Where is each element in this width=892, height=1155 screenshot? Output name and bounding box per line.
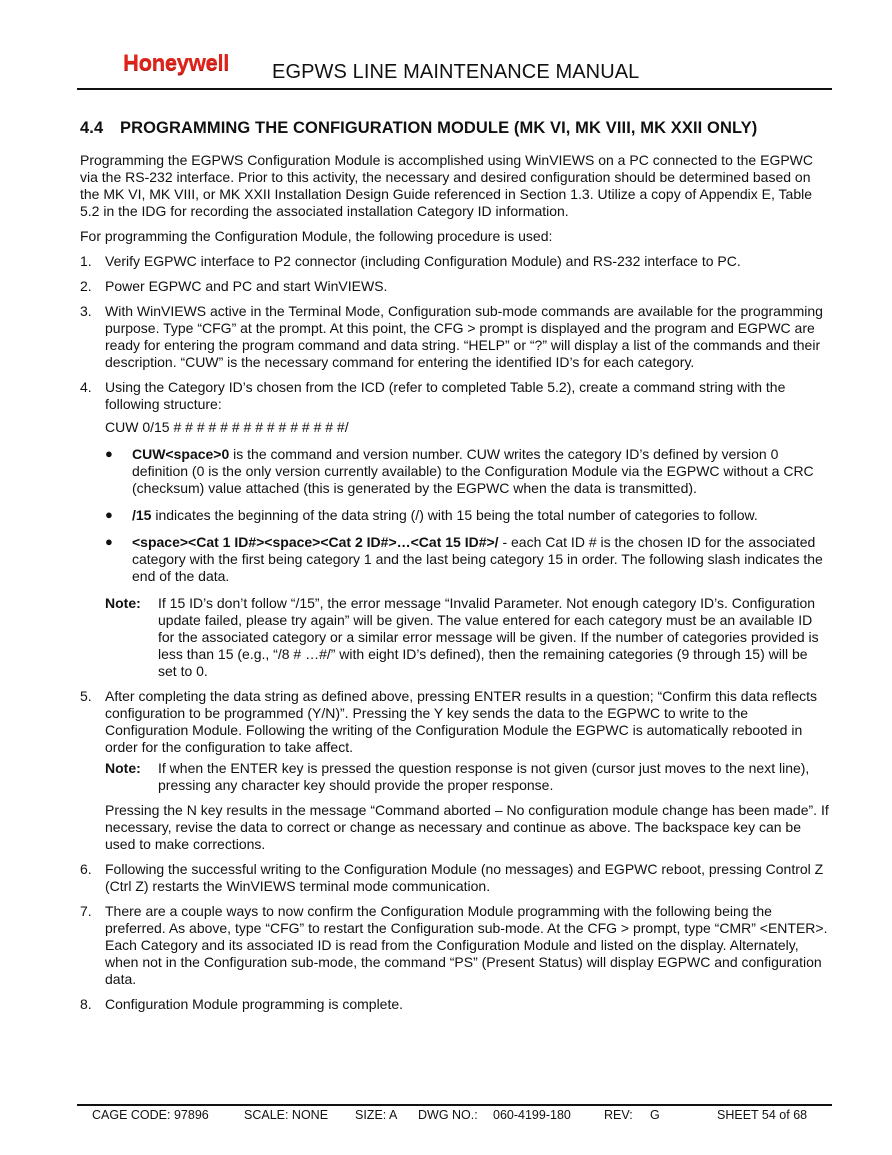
step-text: With WinVIEWS active in the Terminal Mode, Configuration sub-mode commands are available for the programming purpose. Type “CFG” at the prompt. At this point, the CFG > prompt is displayed and the program and EGPWC are ready for entering the program command and data string. “HELP” or “?” will display a list of the commands and their description. “CUW” is the necessary command for entering the identified ID’s for each category. [105, 303, 823, 370]
step-text: Power EGPWC and PC and start WinVIEWS. [105, 278, 388, 294]
bullet-item [105, 446, 830, 497]
step-number: 6. [80, 861, 92, 877]
step-text: After completing the data string as defined above, pressing ENTER results in a question; “Confirm this data reflects configuration to be programmed (Y/N)”. Pressing the Y key sends the data to the EGPWC to write to the Configuration Module. Following the writing of the Configuration Module the EGPWC is automatically rebooted in order for the configuration to take affect. [105, 688, 818, 755]
bullet-term: <space><Cat 1 ID#><space><Cat 2 ID#>…<Cat 15 ID#>/ [132, 534, 499, 550]
step-number: 5. [80, 688, 92, 704]
bullet-text: is the command and version number. CUW writes the category ID’s defined by version 0 definition (0 is the only version currently available) to the Configuration Module via the EGPWC without a CRC (checksum) value attached (this is generated by the EGPWC when the data is transmitted). [132, 446, 814, 496]
step-6 [80, 861, 830, 895]
section-number: 4.4 [80, 119, 104, 137]
note-block [105, 760, 830, 794]
header-divider [77, 88, 832, 90]
step-number: 3. [80, 303, 92, 319]
step-extra-paragraph: Pressing the N key results in the message “Command aborted – No configuration module change has been made”. If necessary, revise the data to correct or change as necessary and continue as above. The backspace key can be used to make corrections. [105, 802, 829, 852]
step-1 [80, 253, 830, 270]
footer-divider [77, 1104, 832, 1106]
honeywell-logo: Honeywell [123, 50, 230, 75]
drawing-number: 060-4199-180 [493, 1108, 571, 1122]
revision-label: REV: [604, 1108, 633, 1122]
command-breakdown-list [105, 446, 830, 585]
step-number: 2. [80, 278, 92, 294]
manual-title: EGPWS LINE MAINTENANCE MANUAL [272, 61, 640, 83]
note-label: Note: [105, 760, 141, 776]
bullet-icon: ● [105, 507, 113, 522]
procedure-lead-in: For programming the Configuration Module, the following procedure is used: [80, 228, 553, 244]
page-header [0, 0, 892, 92]
section-title: PROGRAMMING THE CONFIGURATION MODULE (MK VI, MK VIII, MK XXII ONLY) [120, 119, 758, 137]
step-number: 8. [80, 996, 92, 1012]
step-5 [80, 688, 830, 853]
intro-paragraph: Programming the EGPWS Configuration Module is accomplished using WinVIEWS on a PC connected to the EGPWC via the RS-232 interface. Prior to this activity, the necessary and desired configuration should be determined based on the MK VI, MK VIII, or MK XXII Installation Design Guide referenced in Section 1.3. Utilize a copy of Appendix E, Table 5.2 in the IDG for recording the associated installation Category ID information. [80, 152, 813, 219]
step-text: Verify EGPWC interface to P2 connector (including Configuration Module) and RS-232 interface to PC. [105, 253, 741, 269]
step-number: 7. [80, 903, 92, 919]
bullet-text: - each Cat ID # is the chosen ID for the associated category with the first being category 1 and the last being category 15 in order. The following slash indicates the end of the data. [132, 534, 823, 584]
note-text: If when the ENTER key is pressed the question response is not given (cursor just moves to the next line), pressing any character key should provide the proper response. [158, 760, 810, 793]
step-text: Using the Category ID’s chosen from the ICD (refer to completed Table 5.2), create a command string with the following structure: [105, 379, 786, 412]
bullet-icon: ● [105, 534, 113, 549]
cage-code: CAGE CODE: 97896 [92, 1108, 209, 1122]
bullet-term: /15 [132, 507, 152, 523]
step-text: There are a couple ways to now confirm the Configuration Module programming with the following being the preferred. As above, type “CFG” to restart the Configuration sub-mode. At the CFG > prompt, type “CMR” <ENTER>. Each Category and its associated ID is read from the Configuration Module and listed on the display. Alternately, when not in the Configuration sub-mode, the command “PS” (Present Status) will display EGPWC and configuration data. [105, 903, 828, 987]
bullet-item [105, 507, 830, 524]
size: SIZE: A [355, 1108, 398, 1122]
sheet-number: SHEET 54 of 68 [717, 1108, 808, 1122]
step-number: 4. [80, 379, 92, 395]
step-3 [80, 303, 830, 371]
section-heading [80, 118, 830, 138]
step-text: Configuration Module programming is complete. [105, 996, 404, 1012]
step-8 [80, 996, 830, 1013]
step-2 [80, 278, 830, 295]
scale: SCALE: NONE [244, 1108, 329, 1122]
step-number: 1. [80, 253, 92, 269]
step-7 [80, 903, 830, 988]
note-text: If 15 ID’s don’t follow “/15”, the error message “Invalid Parameter. Not enough category ID’s. Configuration update failed, please try again” will be given. The value entered for each category must be an available ID for the associated category or a similar error message will be given. If the number of categories provided is less than 15 (e.g., “/8 # …#/” with eight ID’s defined), then the remaining categories (9 through 15) will be set to 0. [158, 595, 819, 679]
command-string: CUW 0/15 # # # # # # # # # # # # # # #/ [105, 419, 349, 435]
step-4 [80, 379, 830, 680]
page-body [80, 118, 830, 1021]
drawing-number-label: DWG NO.: [418, 1108, 478, 1122]
bullet-text: indicates the beginning of the data string (/) with 15 being the total number of categories to follow. [151, 507, 758, 523]
step-text: Following the successful writing to the Configuration Module (no messages) and EGPWC reboot, pressing Control Z (Ctrl Z) restarts the WinVIEWS terminal mode communication. [105, 861, 824, 894]
bullet-item [105, 534, 830, 585]
note-label: Note: [105, 595, 141, 611]
bullet-icon: ● [105, 446, 113, 461]
revision: G [650, 1108, 660, 1122]
bullet-term: CUW<space>0 [132, 446, 230, 462]
procedure-steps [80, 253, 830, 1013]
note-block [105, 595, 830, 680]
